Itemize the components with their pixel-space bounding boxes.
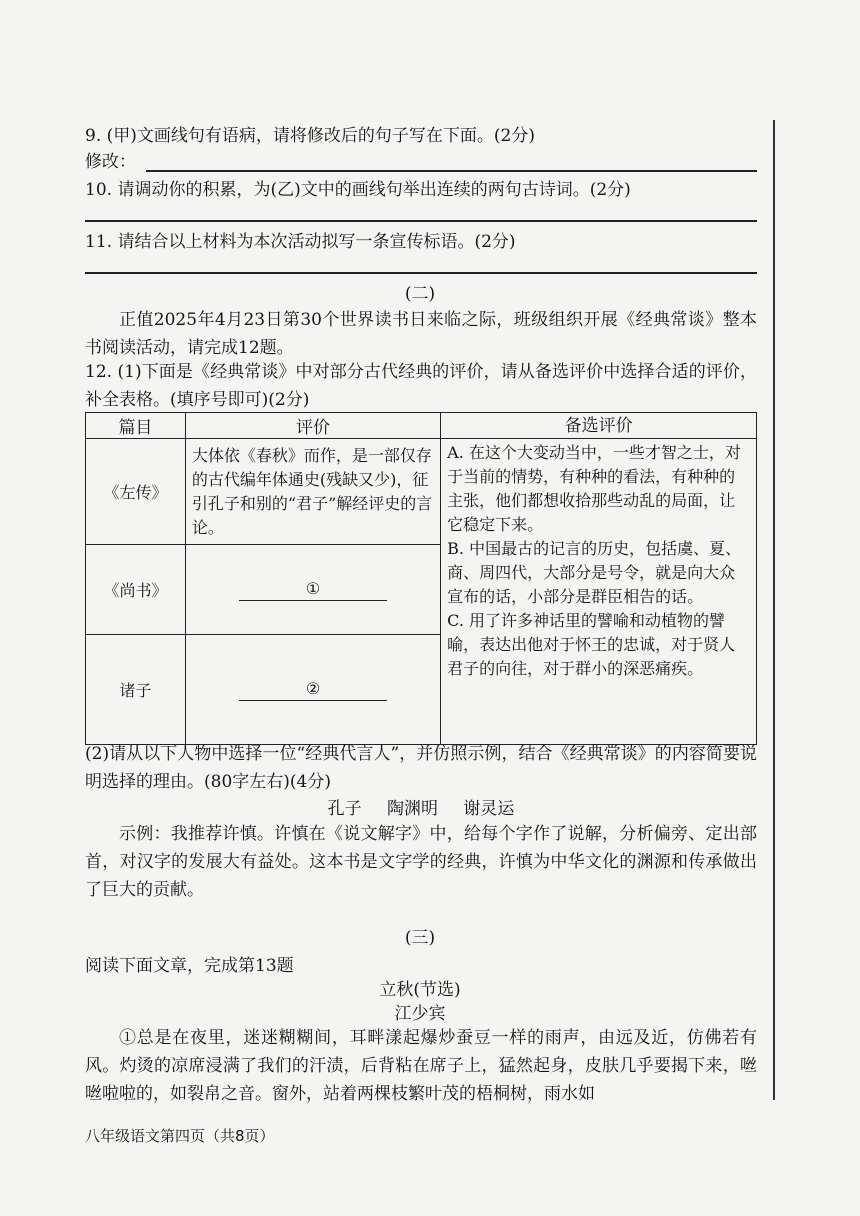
header-options: 备选评价	[441, 413, 757, 439]
question-9: 9. (甲)文画线句有语病，请将修改后的句子写在下面。(2分)	[85, 126, 535, 146]
section-2-intro: 正值2025年4月23日第30个世界读书日来临之际，班级组织开展《经典常谈》整本书阅读活动，请完成12题。	[85, 310, 757, 358]
table-header-row	[86, 413, 757, 439]
blank-1[interactable]: ①	[239, 578, 387, 601]
name-tao-yuanming: 陶渊明	[387, 799, 438, 819]
reading-instruction: 阅读下面文章，完成第13题	[85, 956, 294, 976]
header-title: 篇目	[86, 413, 186, 439]
row-title: 《左传》	[86, 439, 186, 545]
blank-2[interactable]: ②	[239, 678, 387, 701]
review-table	[85, 412, 757, 745]
example-text: 示例：我推荐许慎。许慎在《说文解字》中，给每个字作了说解，分析偏旁、定出部首，对汉字的发展大有益处。这本书是文字学的经典，许慎为中华文化的渊源和传承做出了巨大的贡献。	[85, 824, 757, 900]
section-3-heading: (三)	[404, 928, 436, 948]
option-c: C. 用了许多神话里的譬喻和动植物的譬喻，表达出他对于怀王的忠诚，对于贤人君子的向往，对于群小的深恶痛疾。	[447, 611, 736, 678]
article-title: 立秋(节选)	[379, 980, 461, 1000]
answer-line-11[interactable]	[85, 272, 757, 274]
option-b: B. 中国最古的记言的历史，包括虞、夏、商、周四代，大部分是号令，就是向大众宣布的话，小部分是群臣相告的话。	[447, 539, 742, 606]
answer-line-9[interactable]	[146, 170, 757, 172]
row-review-blank	[185, 545, 440, 635]
answer-line-10[interactable]	[85, 220, 757, 222]
options-cell	[441, 439, 757, 745]
candidate-names	[85, 794, 757, 819]
page-footer: 八年级语文第四页（共8页）	[85, 1127, 275, 1145]
fix-label: 修改：	[85, 152, 136, 172]
question-12-1: 12. (1)下面是《经典常谈》中对部分古代经典的评价，请从备选评价中选择合适的评价，补全表格。(填序号即可)(2分)	[85, 362, 757, 410]
table-row	[86, 439, 757, 545]
option-a: A. 在这个大变动当中，一些才智之士，对于当前的情势，有种种的看法，有种种的主张，他们都想收拾那些动乱的局面，让它稳定下来。	[447, 443, 741, 534]
row-review: 大体依《春秋》而作，是一部仅存的古代编年体通史(残缺又少)，征引孔子和别的“君子”解经评史的言论。	[185, 439, 440, 545]
question-12-2: (2)请从以下人物中选择一位“经典代言人”，并仿照示例，结合《经典常谈》的内容简要说明选择的理由。(80字左右)(4分)	[85, 744, 757, 792]
article-paragraph-1: ①总是在夜里，迷迷糊糊间，耳畔漾起爆炒蚕豆一样的雨声，由远及近，仿佛若有风。灼烫的凉席浸满了我们的汗渍，后背粘在席子上，猛然起身，皮肤几乎要揭下来，咝咝啦啦的，如裂帛之音。窗外，站着两棵枝繁叶茂的梧桐树，雨水如	[85, 1028, 757, 1104]
margin-rule	[773, 120, 775, 1100]
row-review-blank	[185, 635, 440, 745]
header-review: 评价	[185, 413, 440, 439]
row-title: 诸子	[86, 635, 186, 745]
question-11: 11. 请结合以上材料为本次活动拟写一条宣传标语。(2分)	[85, 232, 516, 252]
question-10: 10. 请调动你的积累，为(乙)文中的画线句举出连续的两句古诗词。(2分)	[85, 180, 631, 200]
name-xie-lingyun: 谢灵运	[463, 799, 515, 819]
section-2-heading: (二)	[404, 284, 436, 304]
name-confucius: 孔子	[327, 799, 362, 819]
row-title: 《尚书》	[86, 545, 186, 635]
article-author: 江少宾	[394, 1004, 446, 1024]
